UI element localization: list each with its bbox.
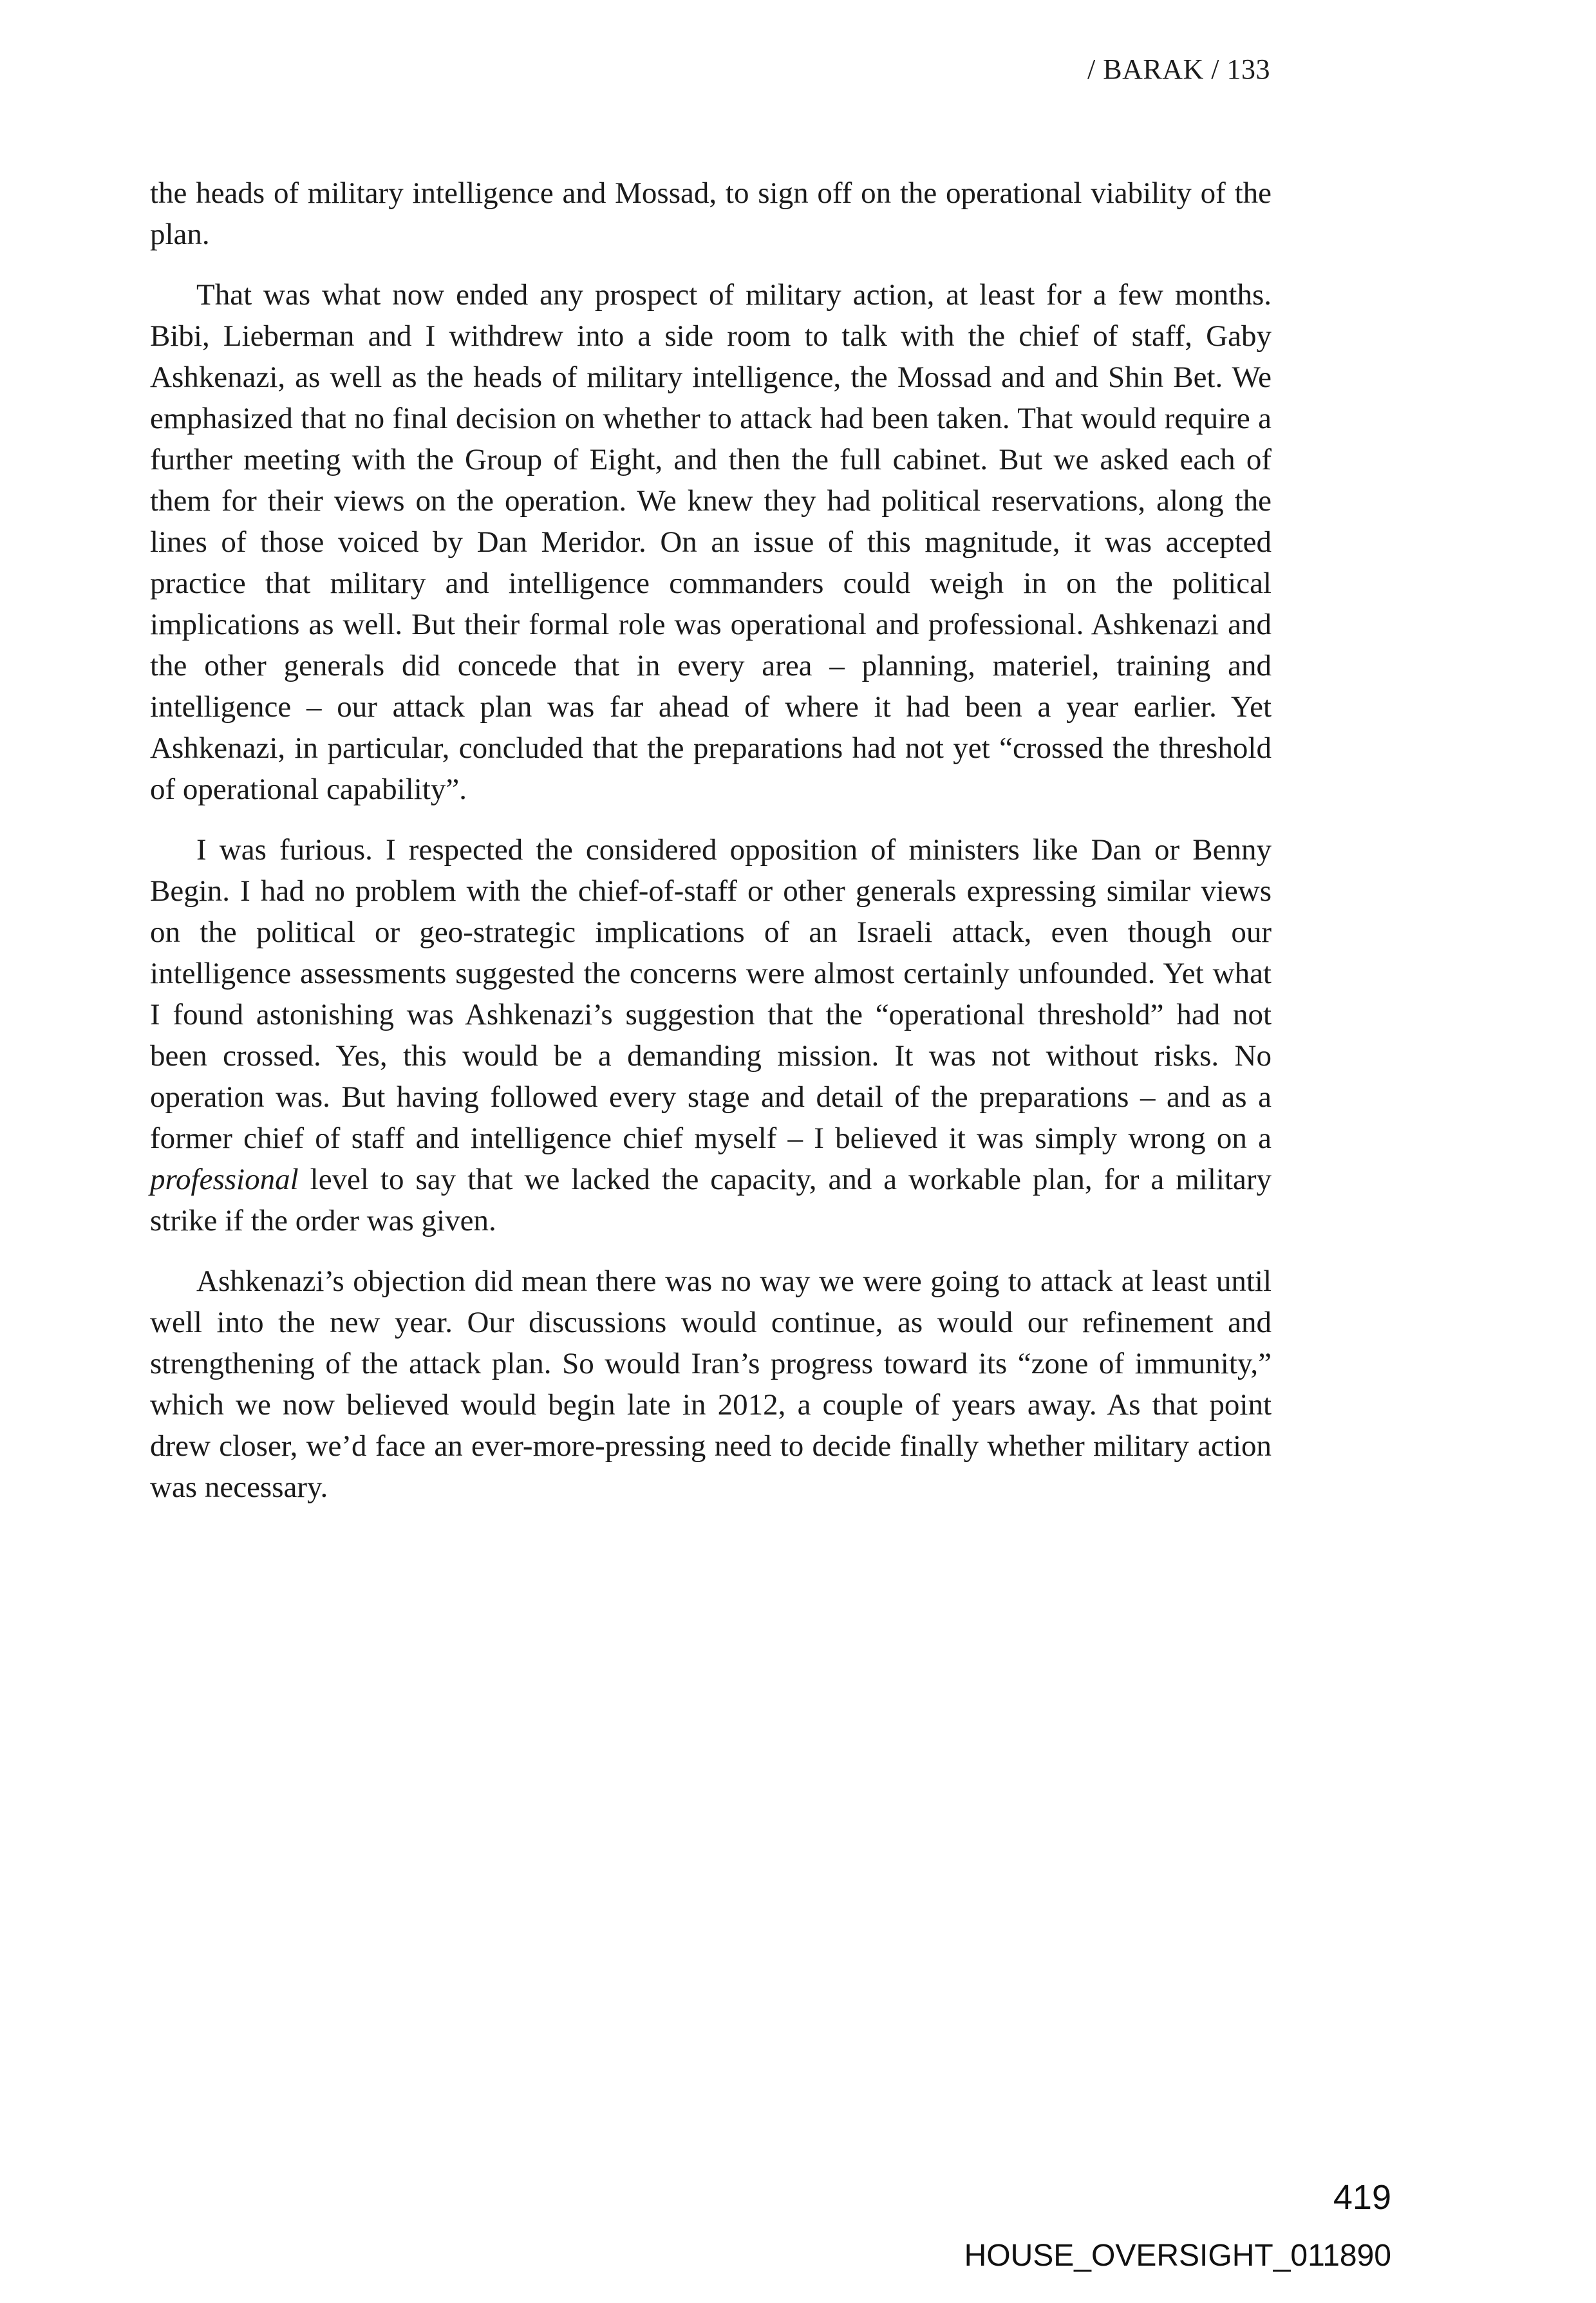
paragraph-continuation: the heads of military intelligence and Mossad, to sign off on the operational viability of the plan.: [150, 176, 1272, 251]
paragraph-text: I was furious. I respected the considered opposition of ministers like Dan or Benny Begin. I had no problem with the chief-of-staff or other generals expressing similar views on the political or geo-strategic implications of an Israeli attack, even though our intelligence assessments suggested the concerns were almost certainly unfounded. Yet what I found astonishing was Ashkenazi’s suggestion that the “operational threshold” had not been crossed. Yes, this would be a demanding mission. It was not without risks. No operation was. But having followed every stage and detail of the preparations – and as a former chief of staff and intelligence chief myself – I believed it was simply wrong on a: [150, 833, 1272, 1155]
page-body: [150, 173, 1272, 1508]
italic-word: professional: [150, 1163, 299, 1196]
running-header: / BARAK / 133: [1087, 53, 1270, 85]
bates-stamp: HOUSE_OVERSIGHT_011890: [964, 2239, 1391, 2273]
paragraph-text: level to say that we lacked the capacity, and a workable plan, for a military strike if the order was given.: [150, 1163, 1272, 1237]
paragraph: Ashkenazi’s objection did mean there was no way we were going to attack at least until well into the new year. Our discussions would continue, as would our refinement and strengthening of the attack plan. So would Iran’s progress toward its “zone of immunity,” which we now believed would begin late in 2012, a couple of years away. As that point drew closer, we’d face an ever-more-pressing need to decide finally whether military action was necessary.: [150, 1264, 1272, 1504]
paragraph: That was what now ended any prospect of military action, at least for a few months. Bibi, Lieberman and I withdrew into a side room to talk with the chief of staff, Gaby Ashkenazi, as well as the heads of military intelligence, the Mossad and and Shin Bet. We emphasized that no final decision on whether to attack had been taken. That would require a further meeting with the Group of Eight, and then the full cabinet. But we asked each of them for their views on the operation. We knew they had political reservations, along the lines of those voiced by Dan Meridor. On an issue of this magnitude, it was accepted practice that military and intelligence commanders could weigh in on the political implications as well. But their formal role was operational and professional. Ashkenazi and the other generals did concede that in every area – planning, materiel, training and intelligence – our attack plan was far ahead of where it had been a year earlier. Yet Ashkenazi, in particular, concluded that the preparations had not yet “crossed the threshold of operational capability”.: [150, 278, 1272, 806]
page-number: 419: [1333, 2178, 1391, 2217]
paragraph: [150, 829, 1272, 1241]
